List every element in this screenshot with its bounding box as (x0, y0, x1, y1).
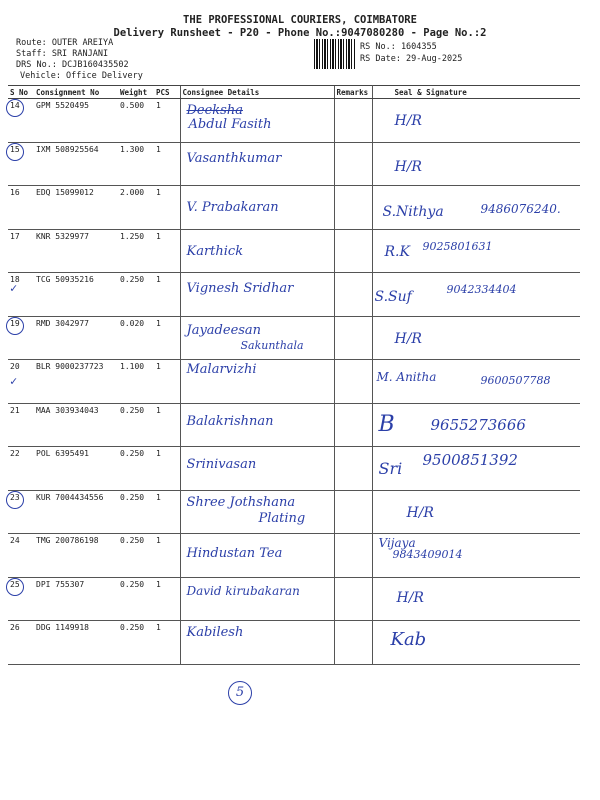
sno-cell: 16 (8, 186, 34, 230)
consignment-cell: IXM 508925564 (34, 142, 118, 186)
consignee-name: Karthick (186, 243, 244, 259)
signature: H/R (406, 504, 434, 521)
sno-cell: 15 (8, 142, 34, 186)
consignment-cell: KNR 5329977 (34, 229, 118, 273)
consignee-cell (180, 99, 334, 143)
consignee-cell (180, 534, 334, 578)
consignment-cell: RMD 3042977 (34, 316, 118, 360)
consignee-name: Vignesh Sridhar (186, 281, 294, 296)
remarks-cell (334, 577, 372, 621)
signature: H/R (394, 158, 422, 175)
col-pcs: PCS (154, 86, 180, 99)
weight-cell: 0.250 (118, 577, 154, 621)
sno-cell: 25 (8, 577, 34, 621)
col-consignment: Consignment No (34, 86, 118, 99)
consignment-cell: BLR 9000237723 (34, 360, 118, 404)
pcs-cell: 1 (154, 403, 180, 447)
col-remarks: Remarks (334, 86, 372, 99)
pcs-cell: 1 (154, 273, 180, 317)
table-row (8, 577, 580, 621)
seal-cell (372, 621, 580, 665)
sno-cell: 19 (8, 316, 34, 360)
consignee-cell (180, 273, 334, 317)
barcode (314, 39, 356, 69)
sno-cell: ✓ 20 (8, 360, 34, 404)
consignee-name: Balakrishnan (186, 413, 274, 429)
seal-cell (372, 142, 580, 186)
table-row (8, 490, 580, 534)
seal-cell (372, 360, 580, 404)
weight-cell: 0.500 (118, 99, 154, 143)
remarks-cell (334, 447, 372, 491)
consignee-cell (180, 186, 334, 230)
consignee-cell (180, 142, 334, 186)
signature: Vijaya (378, 536, 416, 550)
consignee-name: Vasanthkumar (186, 150, 282, 166)
signature: S.Suf (374, 289, 412, 305)
table-row (8, 229, 580, 273)
col-weight: Weight (118, 86, 154, 99)
seal-cell (372, 316, 580, 360)
sno-cell: ✓ 18 (8, 273, 34, 317)
signature: B (378, 411, 395, 437)
consignee-name: V. Prabakaran (186, 200, 279, 215)
consignee-cell (180, 360, 334, 404)
remarks-cell (334, 316, 372, 360)
consignee-name: David kirubakaran (186, 583, 300, 598)
remarks-cell (334, 186, 372, 230)
consignee-name-2: Abdul Fasith (188, 117, 272, 132)
consignee-cell (180, 490, 334, 534)
weight-cell: 0.250 (118, 273, 154, 317)
seal-cell (372, 229, 580, 273)
table-row (8, 186, 580, 230)
consignee-cell (180, 447, 334, 491)
weight-cell: 0.250 (118, 447, 154, 491)
table-row (8, 273, 580, 317)
company-title: THE PROFESSIONAL COURIERS, COIMBATORE (183, 14, 417, 26)
table-row (8, 360, 580, 404)
table-row (8, 142, 580, 186)
consignee-cell (180, 621, 334, 665)
consignment-cell: EDQ 15099012 (34, 186, 118, 230)
phone-number: 9500851392 (422, 451, 518, 469)
table-row (8, 316, 580, 360)
seal-cell (372, 99, 580, 143)
runsheet-table (8, 85, 580, 665)
remarks-cell (334, 273, 372, 317)
consignee-cell (180, 229, 334, 273)
weight-cell: 2.000 (118, 186, 154, 230)
consignee-name: Hindustan Tea (186, 546, 283, 561)
rs-date: RS Date: 29-Aug-2025 (360, 54, 463, 64)
weight-cell: 0.250 (118, 621, 154, 665)
pcs-cell: 1 (154, 316, 180, 360)
phone-number: 9655273666 (430, 415, 526, 434)
phone-number: 9486076240. (480, 202, 561, 216)
vehicle-label: Vehicle: Office Delivery (20, 71, 143, 81)
pcs-cell: 1 (154, 186, 180, 230)
check-mark: ✓ (10, 281, 18, 295)
remarks-cell (334, 99, 372, 143)
consignment-cell: POL 6395491 (34, 447, 118, 491)
pcs-cell: 1 (154, 534, 180, 578)
route-label: Route: OUTER AREIYA (16, 38, 114, 48)
seal-cell (372, 447, 580, 491)
pcs-cell: 1 (154, 360, 180, 404)
consignee-name: Kabilesh (186, 625, 244, 640)
signature: H/R (394, 113, 422, 129)
sno-cell: 17 (8, 229, 34, 273)
consignee-name: Deeksha (186, 103, 243, 118)
remarks-cell (334, 142, 372, 186)
phone-number: 9042334404 (446, 283, 517, 296)
weight-cell: 0.250 (118, 490, 154, 534)
consignee-name: Malarvizhi (186, 362, 257, 377)
sno-cell: 22 (8, 447, 34, 491)
phone-number: 9843409014 (392, 548, 463, 561)
weight-cell: 0.250 (118, 534, 154, 578)
sno-cell: 21 (8, 403, 34, 447)
weight-cell: 0.250 (118, 403, 154, 447)
col-seal: Seal & Signature (372, 86, 580, 99)
table-row (8, 403, 580, 447)
phone-number: 9025801631 (422, 239, 493, 253)
consignment-cell: DPI 755307 (34, 577, 118, 621)
consignee-name: Shree Jothshana (186, 494, 296, 510)
weight-cell: 1.250 (118, 229, 154, 273)
signature: H/R (396, 589, 424, 606)
consignment-cell: MAA 303934043 (34, 403, 118, 447)
pcs-cell: 1 (154, 99, 180, 143)
consignment-cell: GPM 5520495 (34, 99, 118, 143)
signature: H/R (394, 330, 422, 347)
table-row (8, 621, 580, 665)
rs-number: RS No.: 1604355 (360, 42, 437, 52)
seal-cell (372, 490, 580, 534)
consignee-name-2: Plating (258, 510, 306, 526)
consignee-cell (180, 316, 334, 360)
weight-cell: 1.100 (118, 360, 154, 404)
sno-cell: 23 (8, 490, 34, 534)
table-header (8, 86, 580, 99)
consignee-name-2: Sakunthala (240, 338, 304, 352)
seal-cell (372, 534, 580, 578)
pcs-cell: 1 (154, 229, 180, 273)
remarks-cell (334, 360, 372, 404)
pcs-cell: 1 (154, 447, 180, 491)
consignee-cell (180, 577, 334, 621)
pcs-cell: 1 (154, 142, 180, 186)
consignment-cell: TCG 50935216 (34, 273, 118, 317)
staff-label: Staff: SRI RANJANI (16, 49, 109, 59)
col-consignee: Consignee Details (180, 86, 334, 99)
signature: Sri (378, 459, 403, 478)
consignment-cell: KUR 7004434556 (34, 490, 118, 534)
pcs-cell: 1 (154, 490, 180, 534)
sno-cell: 26 (8, 621, 34, 665)
seal-cell (372, 577, 580, 621)
seal-cell (372, 273, 580, 317)
pcs-cell: 1 (154, 621, 180, 665)
col-sno: S No (8, 86, 34, 99)
drs-label: DRS No.: DCJB160435502 (16, 60, 129, 70)
remarks-cell (334, 403, 372, 447)
consignee-cell (180, 403, 334, 447)
consignment-cell: DDG 1149918 (34, 621, 118, 665)
page-mark: 5 (228, 681, 252, 705)
table-row (8, 447, 580, 491)
signature: R.K (384, 243, 410, 260)
weight-cell: 1.300 (118, 142, 154, 186)
consignment-cell: TMG 200786198 (34, 534, 118, 578)
remarks-cell (334, 621, 372, 665)
seal-cell (372, 403, 580, 447)
check-mark: ✓ (10, 374, 18, 388)
table-row (8, 99, 580, 143)
weight-cell: 0.020 (118, 316, 154, 360)
sno-cell: 14 (8, 99, 34, 143)
signature: Kab (390, 629, 427, 650)
sno-cell: 24 (8, 534, 34, 578)
signature: M. Anitha (376, 370, 437, 384)
remarks-cell (334, 229, 372, 273)
signature: S.Nithya (382, 204, 444, 220)
phone-number: 9600507788 (480, 374, 551, 387)
remarks-cell (334, 534, 372, 578)
consignee-name: Jayadeesan (186, 322, 262, 338)
runsheet-title: Delivery Runsheet - P20 - Phone No.:9047080280 - Page No.:2 (113, 27, 487, 39)
pcs-cell: 1 (154, 577, 180, 621)
seal-cell (372, 186, 580, 230)
remarks-cell (334, 490, 372, 534)
table-row (8, 534, 580, 578)
consignee-name: Srinivasan (186, 457, 257, 472)
